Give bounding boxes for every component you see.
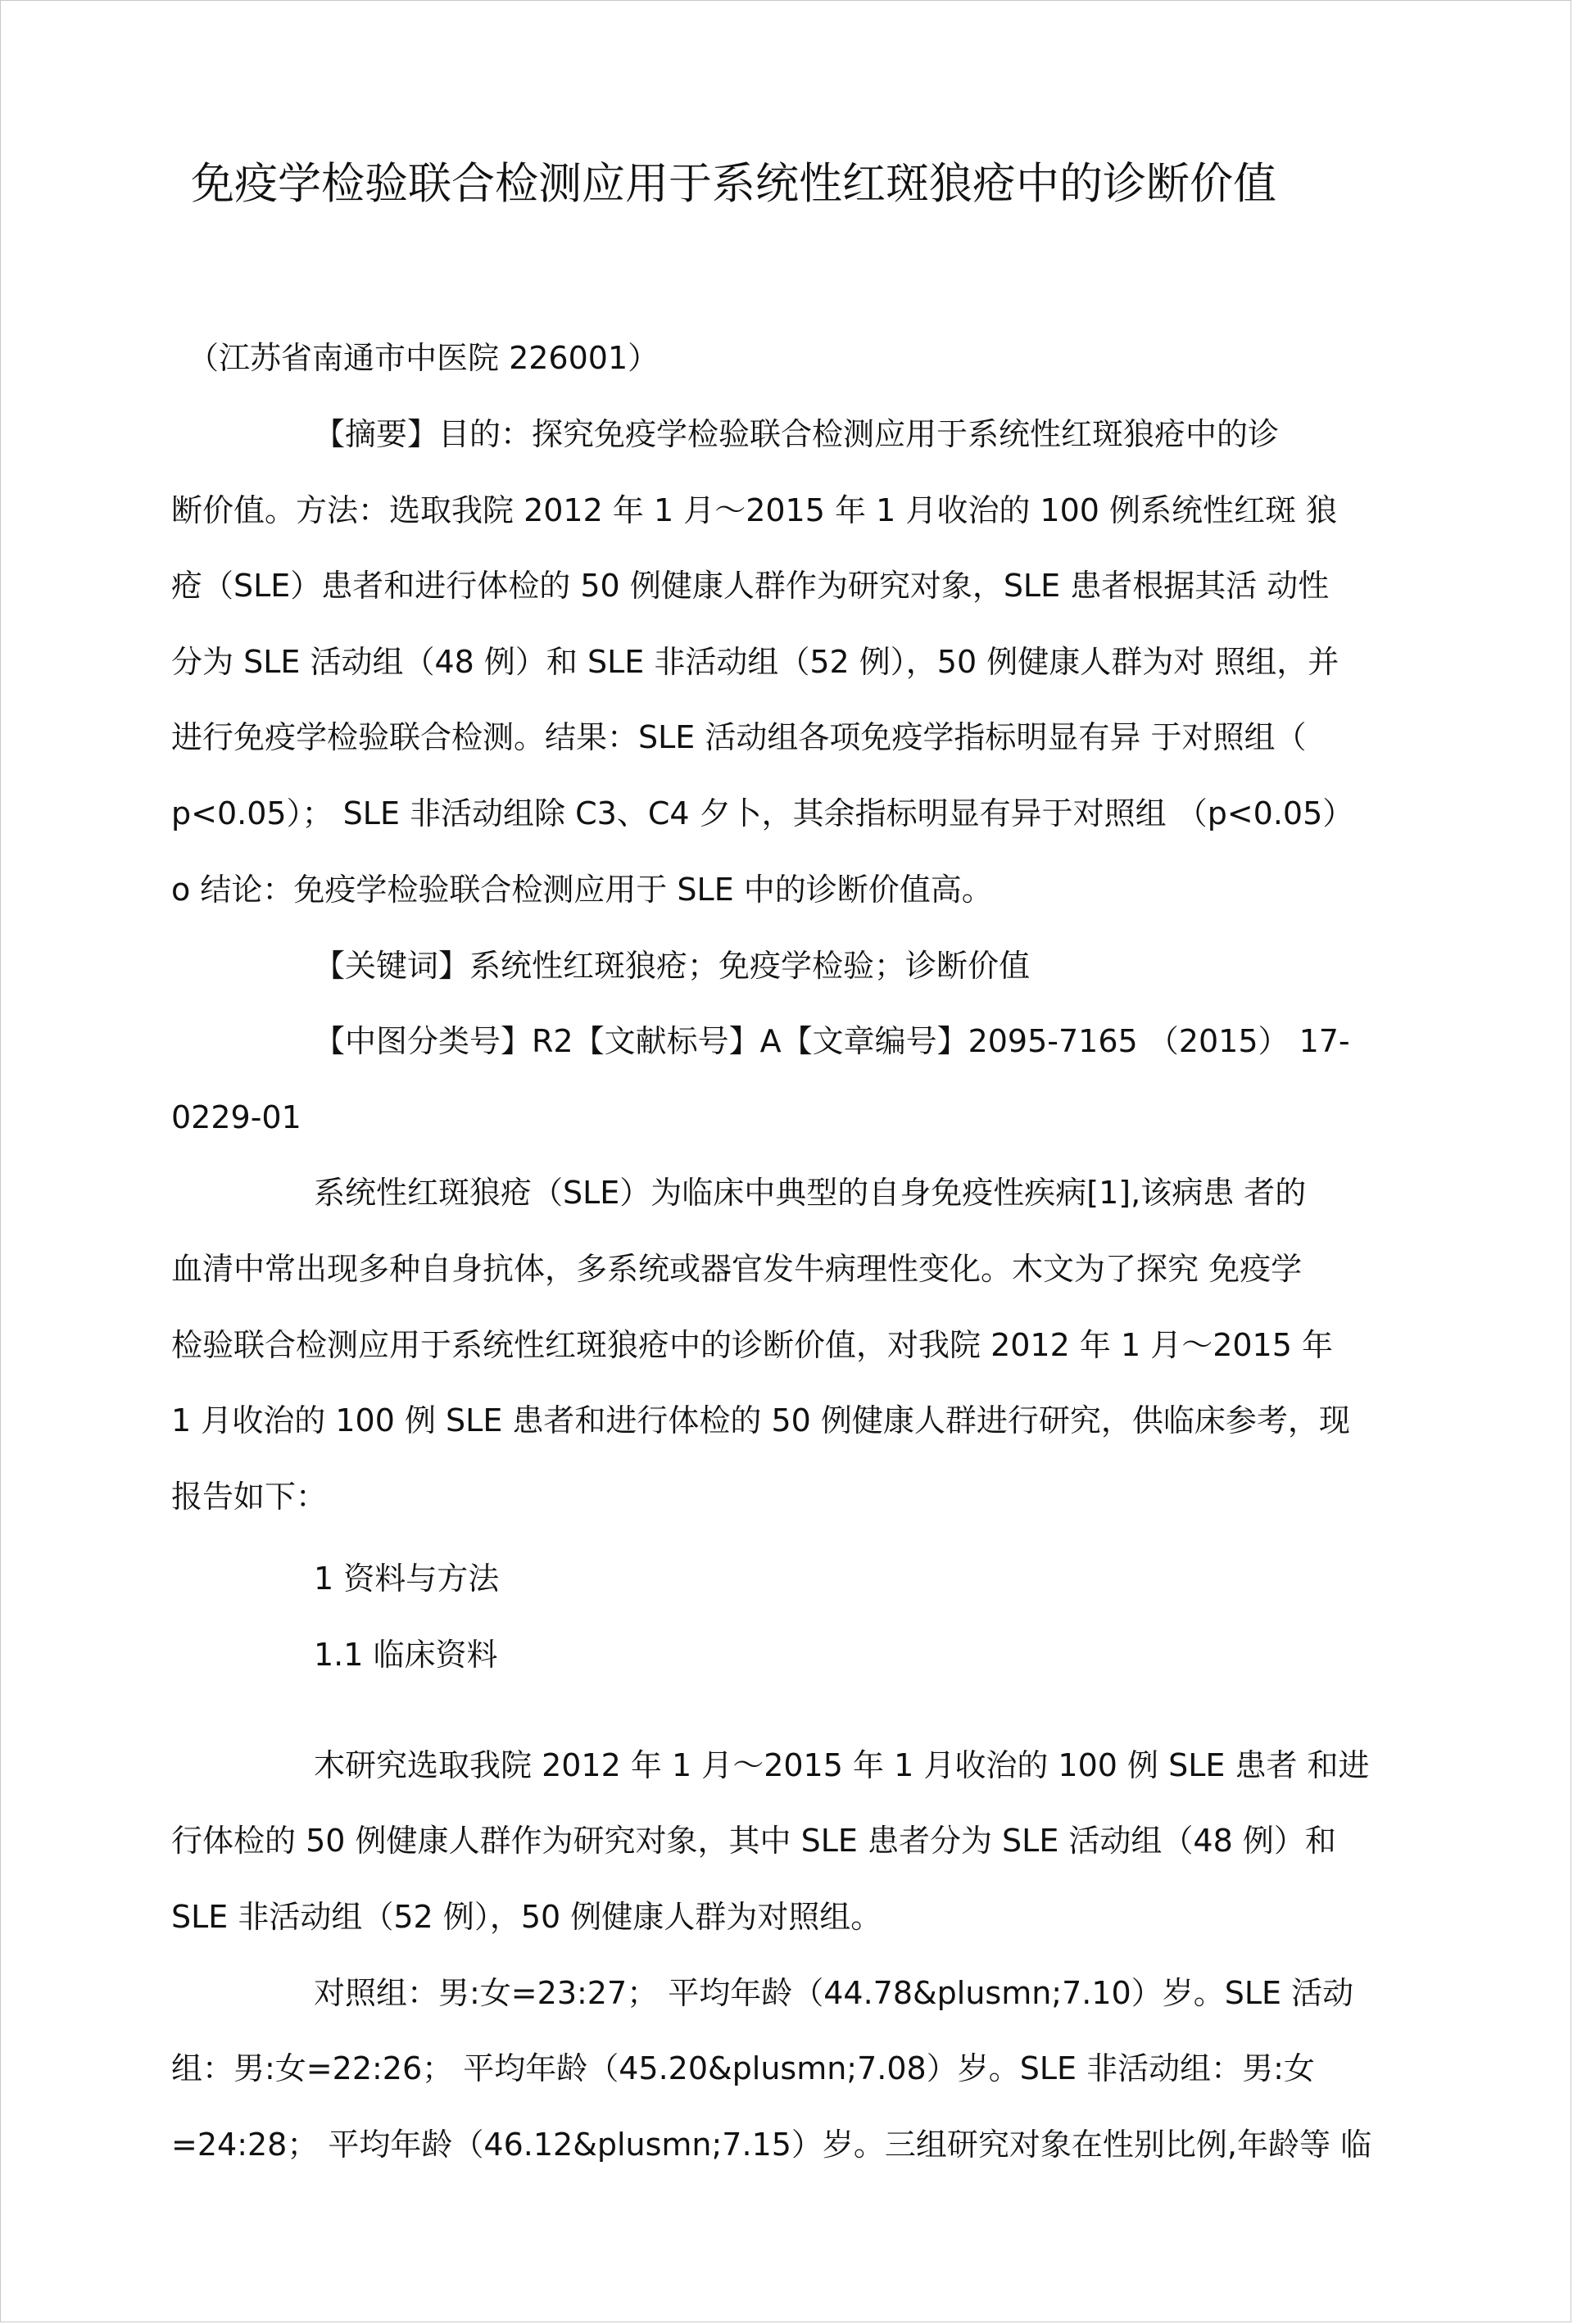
body-paragraph-line: 报告如下： (171, 1479, 328, 1515)
body-paragraph-line: 木研究选取我院 2012 年 1 月～2015 年 1 月收治的 100 例 SLE 患者 和进 (314, 1747, 1370, 1783)
author-affiliation: （江苏省南通市中医院 226001） (188, 340, 660, 376)
body-paragraph-line: 系统性红斑狼疮（SLE）为临床中典型的自身免疫性疾病[1],该病患 者的 (314, 1175, 1307, 1211)
abstract-line: 分为 SLE 活动组（48 例）和 SLE 非活动组（52 例），50 例健康人群为对 照组，并 (171, 644, 1340, 680)
subsection-heading: 1.1 临床资料 (314, 1637, 498, 1673)
abstract-line: 断价值。方法：选取我院 2012 年 1 月～2015 年 1 月收治的 100 例系统性红斑 狼 (171, 492, 1338, 528)
keywords-line: 【关键词】系统性红斑狼疮；免疫学检验；诊断价值 (314, 948, 1031, 984)
section-heading: 1 资料与方法 (314, 1561, 500, 1597)
body-paragraph-line: =24:28； 平均年龄（46.12&plusmn;7.15）岁。三组研究对象在性别比例,年龄等 临 (171, 2127, 1372, 2163)
body-paragraph-line: 行体检的 50 例健康人群作为研究对象，其中 SLE 患者分为 SLE 活动组（48 例）和 (171, 1823, 1336, 1859)
body-paragraph-line: SLE 非活动组（52 例），50 例健康人群为对照组。 (171, 1899, 882, 1935)
document-title: 免疫学检验联合检测应用于系统性红斑狼疮中的诊断价值 (191, 159, 1276, 209)
body-paragraph-line: 血清中常出现多种自身抗体，多系统或器官发牛病理性变化。木文为了探究 免疫学 (171, 1251, 1303, 1287)
classification-line: 【中图分类号】R2【文献标号】A【文章编号】2095-7165 （2015） 17- (314, 1023, 1350, 1059)
body-paragraph-line: 对照组：男:女=23:27； 平均年龄（44.78&plusmn;7.10）岁。SLE 活动 (314, 1975, 1354, 2011)
abstract-line: p<0.05）； SLE 非活动组除 C3、C4 夕卜，其余指标明显有异于对照组 （p<0.05） (171, 795, 1354, 831)
body-paragraph-line: 组：男:女=22:26； 平均年龄（45.20&plusmn;7.08）岁。SLE 非活动组：男:女 (171, 2050, 1315, 2086)
body-paragraph-line: 1 月收治的 100 例 SLE 患者和进行体检的 50 例健康人群进行研究，供临床参考，现 (171, 1402, 1350, 1438)
classification-line: 0229-01 (171, 1099, 301, 1135)
body-paragraph-line: 检验联合检测应用于系统性红斑狼疮中的诊断价值，对我院 2012 年 1 月～2015 年 (171, 1327, 1333, 1363)
abstract-line: 进行免疫学检验联合检测。结果：SLE 活动组各项免疫学指标明显有异 于对照组（ (171, 719, 1307, 755)
abstract-line: o 结论：免疫学检验联合检测应用于 SLE 中的诊断价值高。 (171, 872, 993, 908)
abstract-line: 【摘要】目的：探究免疫学检验联合检测应用于系统性红斑狼疮中的诊 (314, 416, 1280, 452)
abstract-line: 疮（SLE）患者和进行体检的 50 例健康人群作为研究对象，SLE 患者根据其活 动性 (171, 568, 1330, 604)
